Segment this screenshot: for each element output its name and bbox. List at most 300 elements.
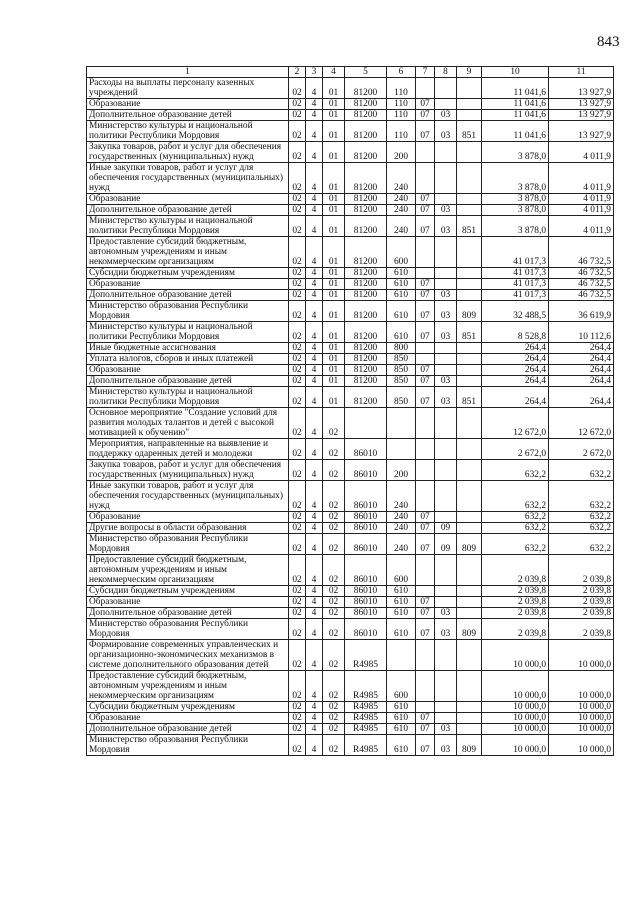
code-cell: 86010 [345,512,387,523]
row-name-cell: Дополнительное образование детей [87,205,289,216]
table-row [87,523,614,534]
table-row [87,194,614,205]
code-cell [457,408,482,439]
code-cell: 86010 [345,460,387,481]
code-cell: 01 [323,279,345,290]
column-header: 5 [345,67,387,78]
code-cell [457,110,482,121]
code-cell: 4 [306,343,323,354]
code-cell: 09 [435,534,457,555]
code-cell: 240 [387,534,416,555]
code-cell: 600 [387,237,416,268]
code-cell: 4 [306,237,323,268]
code-cell [435,99,457,110]
code-cell [457,78,482,99]
code-cell: 86010 [345,586,387,597]
row-name-cell: Предоставление субсидий бюджетным, автономным учреждениям и иным некоммерческим организациям [87,237,289,268]
code-cell: 02 [289,301,306,322]
code-cell: 610 [387,619,416,640]
code-cell: R4985 [345,724,387,735]
table-row [87,99,614,110]
code-cell: 01 [323,216,345,237]
row-name-cell: Министерство образования Республики Мордовия [87,534,289,555]
code-cell: 02 [289,619,306,640]
code-cell: 07 [416,322,435,343]
row-name-cell: Образование [87,512,289,523]
amount-cell: 3 878,0 [482,194,549,205]
amount-cell: 4 011,9 [549,142,614,163]
amount-cell: 4 011,9 [549,163,614,194]
code-cell: 03 [435,608,457,619]
row-name-cell: Образование [87,713,289,724]
code-cell: 809 [457,534,482,555]
code-cell: 02 [289,194,306,205]
code-cell: 02 [323,481,345,512]
code-cell [457,163,482,194]
code-cell: 07 [416,216,435,237]
code-cell: 4 [306,78,323,99]
code-cell: 851 [457,387,482,408]
amount-cell: 2 672,0 [549,439,614,460]
amount-cell: 264,4 [482,365,549,376]
amount-cell: 41 017,3 [482,268,549,279]
code-cell: 01 [323,110,345,121]
amount-cell: 2 039,8 [549,586,614,597]
code-cell: 07 [416,724,435,735]
amount-cell: 632,2 [549,512,614,523]
code-cell: R4985 [345,713,387,724]
code-cell: R4985 [345,671,387,702]
table-row [87,586,614,597]
code-cell: 4 [306,387,323,408]
code-cell: 01 [323,142,345,163]
code-cell [457,713,482,724]
code-cell: 4 [306,142,323,163]
code-cell: 02 [289,439,306,460]
amount-cell: 2 039,8 [549,608,614,619]
code-cell: 4 [306,110,323,121]
code-cell: 4 [306,322,323,343]
code-cell: 81200 [345,301,387,322]
table-row [87,619,614,640]
code-cell: 02 [289,608,306,619]
code-cell: 81200 [345,354,387,365]
table-row [87,555,614,586]
code-cell [457,724,482,735]
code-cell: 02 [289,555,306,586]
amount-cell: 4 011,9 [549,205,614,216]
code-cell: 81200 [345,78,387,99]
code-cell: 07 [416,523,435,534]
code-cell [345,408,387,439]
code-cell: 07 [416,534,435,555]
code-cell: 81200 [345,163,387,194]
code-cell [416,78,435,99]
amount-cell: 264,4 [482,376,549,387]
code-cell: 02 [289,523,306,534]
amount-cell: 11 041,6 [482,99,549,110]
code-cell: 850 [387,365,416,376]
code-cell: 02 [289,376,306,387]
code-cell: 02 [289,268,306,279]
table-row [87,268,614,279]
code-cell: 610 [387,268,416,279]
code-cell: 610 [387,735,416,756]
code-cell: 02 [289,586,306,597]
amount-cell: 264,4 [549,343,614,354]
amount-cell: 10 000,0 [549,735,614,756]
code-cell: 02 [289,481,306,512]
table-row [87,365,614,376]
code-cell: 4 [306,279,323,290]
code-cell: 600 [387,555,416,586]
code-cell: 240 [387,216,416,237]
code-cell: 4 [306,512,323,523]
table-row [87,512,614,523]
table-row [87,216,614,237]
code-cell: 07 [416,279,435,290]
code-cell: 02 [289,387,306,408]
code-cell: 02 [323,671,345,702]
code-cell: 01 [323,78,345,99]
row-name-cell: Министерство образования Республики Мордовия [87,301,289,322]
code-cell: 110 [387,99,416,110]
amount-cell: 10 112,6 [549,322,614,343]
row-name-cell: Иные закупки товаров, работ и услуг для обеспечения государственных (муниципальных) нужд [87,481,289,512]
code-cell: 4 [306,163,323,194]
row-name-cell: Образование [87,99,289,110]
amount-cell: 10 000,0 [482,724,549,735]
amount-cell: 12 672,0 [482,408,549,439]
amount-cell: 2 039,8 [549,597,614,608]
code-cell: 07 [416,597,435,608]
code-cell: 02 [289,121,306,142]
row-name-cell: Формирование современных управленческих и организационно-экономических механизмов в системе дополнительного образования детей [87,640,289,671]
code-cell [416,237,435,268]
code-cell: 4 [306,121,323,142]
code-cell: 4 [306,671,323,702]
code-cell: 81200 [345,343,387,354]
code-cell: 86010 [345,481,387,512]
row-name-cell: Закупка товаров, работ и услуг для обеспечения государственных (муниципальных) нужд [87,142,289,163]
code-cell: 02 [323,702,345,713]
code-cell: 4 [306,735,323,756]
code-cell [435,163,457,194]
code-cell [457,608,482,619]
code-cell: 81200 [345,268,387,279]
code-cell: 02 [323,534,345,555]
code-cell: 240 [387,523,416,534]
amount-cell: 11 041,6 [482,121,549,142]
code-cell: 02 [323,408,345,439]
code-cell: 02 [289,279,306,290]
table-row [87,439,614,460]
code-cell: 110 [387,110,416,121]
amount-cell: 13 927,9 [549,78,614,99]
code-cell: 110 [387,78,416,99]
code-cell: 800 [387,343,416,354]
table-row [87,724,614,735]
code-cell: 02 [323,512,345,523]
code-cell [416,640,435,671]
code-cell: 02 [323,713,345,724]
code-cell [435,78,457,99]
code-cell: 01 [323,268,345,279]
code-cell [435,713,457,724]
code-cell: 81200 [345,142,387,163]
code-cell: 02 [323,555,345,586]
code-cell: 4 [306,99,323,110]
code-cell [457,555,482,586]
table-row [87,408,614,439]
table-row [87,322,614,343]
code-cell [435,343,457,354]
table-row [87,534,614,555]
code-cell: 02 [323,640,345,671]
code-cell: 4 [306,640,323,671]
row-name-cell: Основное мероприятие "Создание условий для развития молодых талантов и детей с высокой мотивацией к обучению" [87,408,289,439]
column-header: 9 [457,67,482,78]
code-cell: 240 [387,205,416,216]
code-cell: 02 [323,586,345,597]
code-cell: 02 [289,354,306,365]
table-body [87,78,614,756]
code-cell [435,640,457,671]
code-cell: 01 [323,365,345,376]
code-cell: 02 [289,110,306,121]
code-cell [435,365,457,376]
amount-cell: 10 000,0 [549,702,614,713]
amount-cell: 632,2 [549,460,614,481]
code-cell: 01 [323,99,345,110]
amount-cell: 2 039,8 [549,619,614,640]
code-cell: 850 [387,376,416,387]
code-cell: 01 [323,343,345,354]
code-cell: 02 [289,671,306,702]
code-cell: 86010 [345,597,387,608]
code-cell [457,439,482,460]
code-cell: 03 [435,322,457,343]
code-cell: 01 [323,163,345,194]
amount-cell: 11 041,6 [482,78,549,99]
code-cell: 01 [323,387,345,408]
code-cell [457,481,482,512]
code-cell: 610 [387,586,416,597]
code-cell: 610 [387,608,416,619]
code-cell: 02 [289,78,306,99]
code-cell: 809 [457,301,482,322]
row-name-cell: Министерство культуры и национальной политики Республики Мордовия [87,216,289,237]
code-cell: 09 [435,523,457,534]
code-cell: 01 [323,205,345,216]
code-cell [457,354,482,365]
amount-cell: 3 878,0 [482,163,549,194]
code-cell: 02 [289,534,306,555]
page-number: 843 [597,34,620,50]
code-cell: 07 [416,735,435,756]
code-cell [457,194,482,205]
amount-cell: 632,2 [482,512,549,523]
amount-cell: 36 619,9 [549,301,614,322]
code-cell [457,290,482,301]
code-cell: 81200 [345,376,387,387]
code-cell: 851 [457,121,482,142]
column-header: 2 [289,67,306,78]
code-cell: 02 [323,619,345,640]
code-cell: 81200 [345,121,387,142]
amount-cell: 2 039,8 [549,555,614,586]
code-cell: 02 [289,408,306,439]
code-cell: 02 [323,439,345,460]
amount-cell: 3 878,0 [482,216,549,237]
code-cell [435,460,457,481]
row-name-cell: Субсидии бюджетным учреждениям [87,702,289,713]
code-cell: 03 [435,290,457,301]
table-row [87,142,614,163]
amount-cell: 46 732,5 [549,279,614,290]
code-cell: 81200 [345,205,387,216]
code-cell [416,408,435,439]
code-cell: 4 [306,534,323,555]
code-cell [435,597,457,608]
row-name-cell: Расходы на выплаты персоналу казенных учреждений [87,78,289,99]
code-cell [435,702,457,713]
code-cell: 610 [387,290,416,301]
amount-cell: 2 672,0 [482,439,549,460]
code-cell: 07 [416,99,435,110]
code-cell: 03 [435,387,457,408]
code-cell: 07 [416,387,435,408]
row-name-cell: Образование [87,597,289,608]
code-cell: 01 [323,301,345,322]
code-cell [387,439,416,460]
amount-cell: 2 039,8 [482,586,549,597]
code-cell: 07 [416,205,435,216]
code-cell [387,640,416,671]
amount-cell: 264,4 [549,365,614,376]
code-cell: 240 [387,194,416,205]
code-cell: 02 [323,608,345,619]
code-cell: 03 [435,216,457,237]
amount-cell: 13 927,9 [549,121,614,142]
code-cell: 01 [323,121,345,142]
code-cell: 86010 [345,555,387,586]
code-cell: 4 [306,354,323,365]
code-cell: 4 [306,216,323,237]
code-cell [416,343,435,354]
code-cell [387,408,416,439]
row-name-cell: Дополнительное образование детей [87,290,289,301]
amount-cell: 4 011,9 [549,194,614,205]
column-header: 3 [306,67,323,78]
code-cell: 07 [416,290,435,301]
amount-cell: 46 732,5 [549,268,614,279]
code-cell: 02 [323,735,345,756]
code-cell: 4 [306,481,323,512]
amount-cell: 46 732,5 [549,237,614,268]
amount-cell: 264,4 [549,354,614,365]
code-cell: 01 [323,376,345,387]
table-row [87,301,614,322]
table-row [87,78,614,99]
row-name-cell: Министерство образования Республики Мордовия [87,619,289,640]
amount-cell: 32 488,5 [482,301,549,322]
amount-cell: 10 000,0 [482,640,549,671]
column-header: 10 [482,67,549,78]
row-name-cell: Иные закупки товаров, работ и услуг для обеспечения государственных (муниципальных) нужд [87,163,289,194]
code-cell: 4 [306,702,323,713]
amount-cell: 4 011,9 [549,216,614,237]
amount-cell: 2 039,8 [482,555,549,586]
row-name-cell: Дополнительное образование детей [87,110,289,121]
code-cell: 07 [416,194,435,205]
code-cell: 02 [323,523,345,534]
code-cell: 02 [289,735,306,756]
code-cell: 4 [306,713,323,724]
code-cell: 81200 [345,322,387,343]
code-cell: 4 [306,205,323,216]
code-cell [457,376,482,387]
amount-cell: 12 672,0 [549,408,614,439]
code-cell [416,268,435,279]
code-cell [416,354,435,365]
amount-cell: 264,4 [482,354,549,365]
code-cell [416,671,435,702]
code-cell: 4 [306,460,323,481]
code-cell: 610 [387,301,416,322]
code-cell [435,586,457,597]
code-cell: 03 [435,376,457,387]
code-cell [457,279,482,290]
code-cell: 610 [387,279,416,290]
code-cell: 4 [306,376,323,387]
row-name-cell: Закупка товаров, работ и услуг для обеспечения государственных (муниципальных) нужд [87,460,289,481]
code-cell [435,237,457,268]
amount-cell: 632,2 [482,523,549,534]
amount-cell: 632,2 [482,481,549,512]
code-cell: 81200 [345,365,387,376]
code-cell: 81200 [345,216,387,237]
row-name-cell: Министерство культуры и национальной политики Республики Мордовия [87,322,289,343]
amount-cell: 3 878,0 [482,205,549,216]
table-row [87,608,614,619]
code-cell: 02 [289,724,306,735]
code-cell [435,481,457,512]
code-cell: R4985 [345,735,387,756]
code-cell [435,512,457,523]
row-name-cell: Субсидии бюджетным учреждениям [87,268,289,279]
amount-cell: 10 000,0 [482,713,549,724]
code-cell: 07 [416,512,435,523]
budget-table [86,66,614,756]
code-cell [416,555,435,586]
code-cell [416,702,435,713]
code-cell [457,343,482,354]
code-cell: 610 [387,713,416,724]
amount-cell: 41 017,3 [482,279,549,290]
table-row [87,597,614,608]
header-row [87,67,614,78]
code-cell: 01 [323,354,345,365]
amount-cell: 632,2 [549,481,614,512]
code-cell: 03 [435,121,457,142]
amount-cell: 10 000,0 [549,640,614,671]
code-cell [457,586,482,597]
table-row [87,290,614,301]
code-cell: 86010 [345,534,387,555]
code-cell [457,671,482,702]
column-header: 6 [387,67,416,78]
